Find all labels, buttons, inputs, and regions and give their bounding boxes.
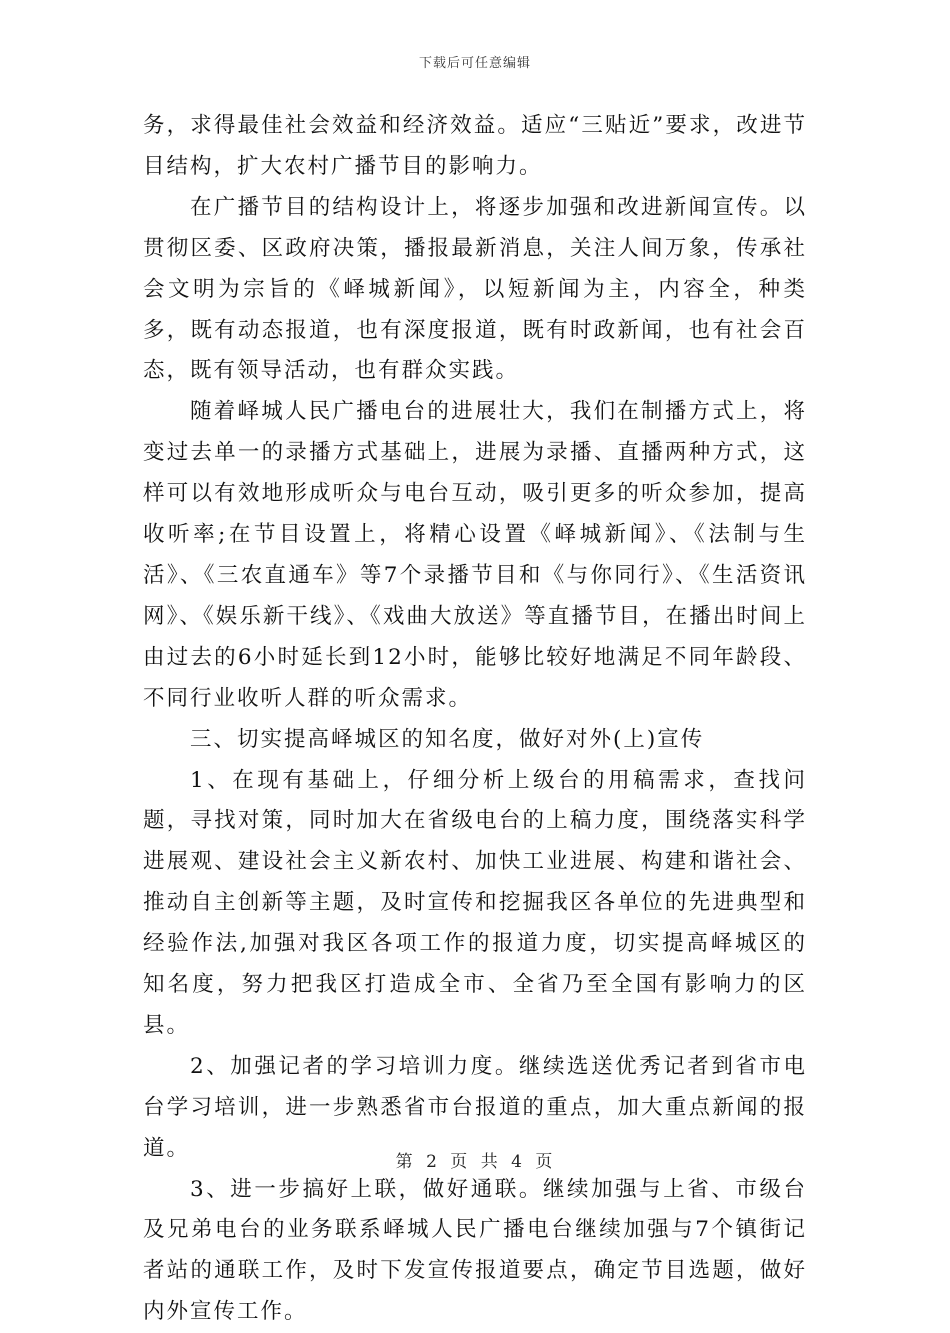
paragraph: 2、加强记者的学习培训力度。继续选送优秀记者到省市电台学习培训，进一步熟悉省市台报道的重点，加大重点新闻的报道。: [143, 1053, 807, 1161]
paragraph: 1、在现有基础上，仔细分析上级台的用稿需求，查找问题，寻找对策，同时加大在省级电台的上稿力度，围绕落实科学进展观、建设社会主义新农村、加快工业进展、构建和谐社会、推动自主创新等主题，及时宣传和挖掘我区各单位的先进典型和经验作法,加强对我区各项工作的报道力度，切实提高峄城区的知名度，努力把我区打造成全市、全省乃至全国有影响力的区县。: [143, 767, 807, 1038]
section-heading: 三、切实提高峄城区的知名度，做好对外(上)宣传: [190, 726, 705, 752]
paragraph: 3、进一步搞好上联，做好通联。继续加强与上省、市级台及兄弟电台的业务联系峄城人民广播电台继续加强与7个镇街记者站的通联工作，及时下发宣传报道要点，确定节目选题，做好内外宣传工作。: [143, 1176, 807, 1325]
paragraph: 务，求得最佳社会效益和经济效益。适应“三贴近”要求，改进节目结构，扩大农村广播节目的影响力。: [143, 113, 807, 179]
paragraph: 随着峄城人民广播电台的进展壮大，我们在制播方式上，将变过去单一的录播方式基础上，进展为录播、直播两种方式，这样可以有效地形成听众与电台互动，吸引更多的听众参加，提高收听率;在节目设置上，将精心设置《峄城新闻》、《法制与生活》、《三农直通车》等7个录播节目和《与你同行》、《生活资讯网》、《娱乐新干线》、《戏曲大放送》等直播节目，在播出时间上由过去的6小时延长到12小时，能够比较好地满足不同年龄段、不同行业收听人群的听众需求。: [143, 399, 807, 711]
page-number-footer: 第 2 页 共 4 页: [395, 1152, 555, 1172]
paragraph: 在广播节目的结构设计上，将逐步加强和改进新闻宣传。以贯彻区委、区政府决策，播报最新消息，关注人间万象，传承社会文明为宗旨的《峄城新闻》，以短新闻为主，内容全，种类多，既有动态报道，也有深度报道，既有时政新闻，也有社会百态，既有领导活动，也有群众实践。: [143, 194, 807, 384]
page-header: 下载后可任意编辑: [418, 56, 531, 71]
